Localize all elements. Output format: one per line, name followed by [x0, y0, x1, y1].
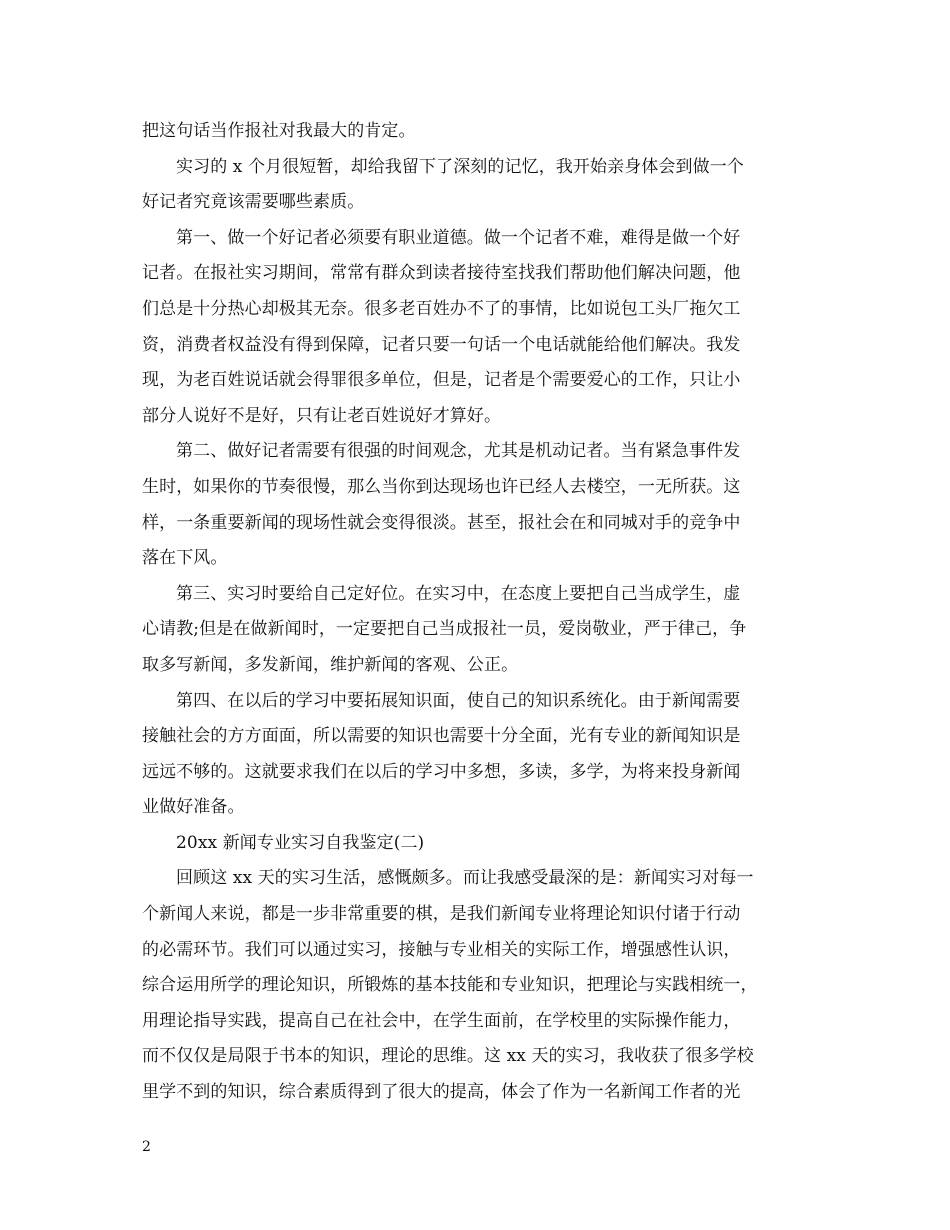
- text-line: 远远不够的。这就要求我们在以后的学习中多想，多读，多学，为将来投身新闻: [142, 761, 741, 782]
- text-line: 心请教;但是在做新闻时，一定要把自己当成报社一员，爱岗敬业，严于律己，争: [142, 619, 747, 640]
- text-line: 20xx 新闻专业实习自我鉴定(二): [176, 832, 425, 853]
- text-line: 生时，如果你的节奏很慢，那么当你到达现场也许已经人去楼空，一无所获。这: [142, 476, 741, 497]
- text-line: 们总是十分热心却极其无奈。很多老百姓办不了的事情，比如说包工头厂拖欠工: [142, 298, 741, 319]
- text-line: 样，一条重要新闻的现场性就会变得很淡。甚至，报社会在和同城对手的竞争中: [142, 512, 741, 533]
- text-line: 用理论指导实践，提高自己在社会中，在学生面前，在学校里的实际操作能力，: [142, 1010, 741, 1031]
- text-line: 第三、实习时要给自己定好位。在实习中，在态度上要把自己当成学生，虚: [176, 583, 741, 604]
- text-line: 好记者究竟该需要哪些素质。: [142, 192, 365, 213]
- text-line: 综合运用所学的理论知识，所锻炼的基本技能和专业知识，把理论与实践相统一，: [142, 975, 758, 996]
- text-line: 把这句话当作报社对我最大的肯定。: [142, 121, 416, 141]
- text-line: 记者。在报社实习期间，常常有群众到读者接待室找我们帮助他们解决问题，他: [142, 263, 741, 284]
- text-line: 取多写新闻，多发新闻，维护新闻的客观、公正。: [142, 654, 519, 675]
- text-line: 实习的 x 个月很短暂，却给我留下了深刻的记忆，我开始亲身体会到做一个: [176, 156, 744, 177]
- text-line: 部分人说好不是好，只有让老百姓说好才算好。: [142, 405, 502, 426]
- text-line: 落在下风。: [142, 548, 228, 569]
- text-line: 现，为老百姓说话就会得罪很多单位，但是，记者是个需要爱心的工作，只让小: [142, 370, 741, 391]
- text-line: 第二、做好记者需要有很强的时间观念，尤其是机动记者。当有紧急事件发: [176, 441, 741, 462]
- text-line: 接触社会的方方面面，所以需要的知识也需要十分全面，光有专业的新闻知识是: [142, 726, 741, 747]
- page-number: 2: [142, 1139, 151, 1155]
- text-line: 里学不到的知识，综合素质得到了很大的提高，体会了作为一名新闻工作者的光: [142, 1082, 741, 1103]
- text-line: 业做好准备。: [142, 797, 245, 818]
- text-line: 资，消费者权益没有得到保障，记者只要一句话一个电话就能给他们解决。我发: [142, 334, 741, 355]
- text-line: 个新闻人来说，都是一步非常重要的棋，是我们新闻专业将理论知识付诸于行动: [142, 904, 741, 925]
- text-line: 第四、在以后的学习中要拓展知识面，使自己的知识系统化。由于新闻需要: [176, 690, 741, 711]
- text-line: 第一、做一个好记者必须要有职业道德。做一个记者不难，难得是做一个好: [176, 227, 741, 248]
- text-line: 回顾这 xx 天的实习生活，感慨颇多。而让我感受最深的是：新闻实习对每一: [176, 868, 754, 889]
- text-line: 而不仅仅是局限于书本的知识，理论的思维。这 xx 天的实习，我收获了很多学校: [142, 1046, 754, 1067]
- document-body: [142, 114, 820, 1111]
- text-line: 的必需环节。我们可以通过实习，接触与专业相关的实际工作，增强感性认识，: [142, 939, 741, 960]
